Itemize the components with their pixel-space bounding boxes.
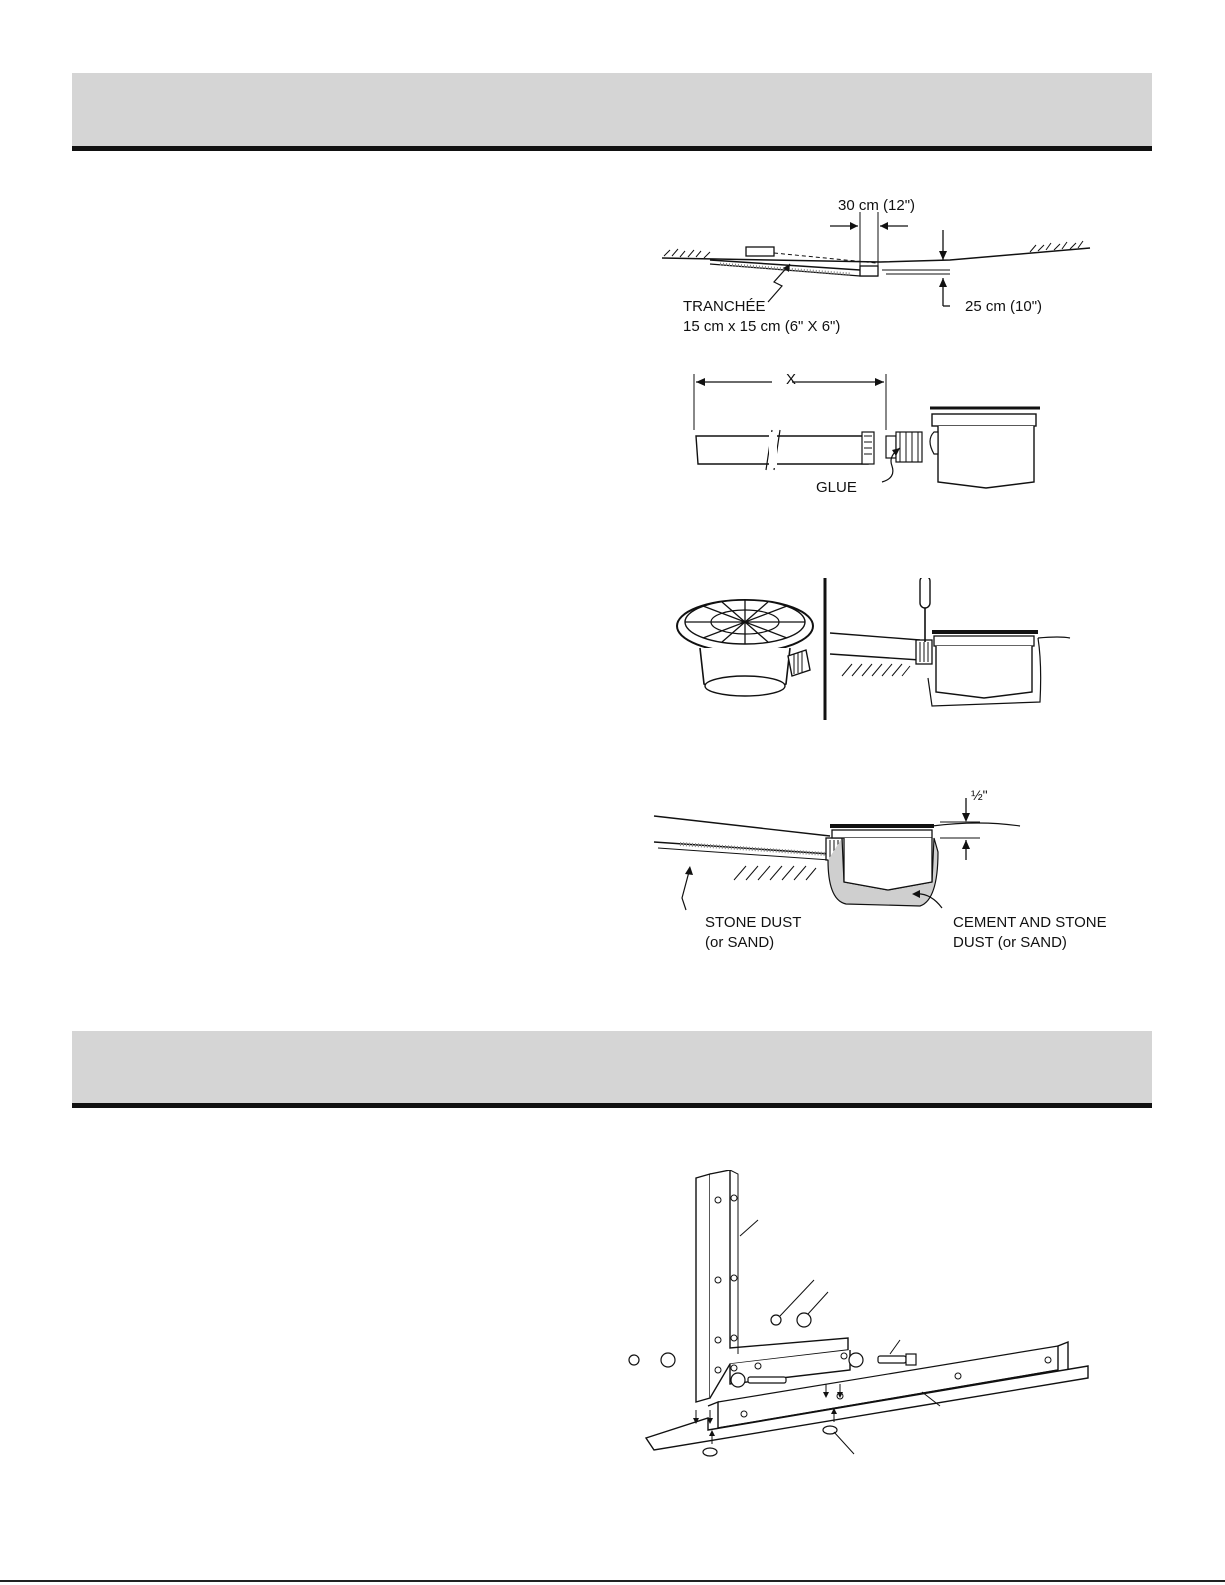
half-inch-dimension-label: ½" <box>971 787 988 803</box>
drain-installation-diagram <box>670 578 1090 728</box>
trench-label-line-1: TRANCHÉE <box>683 298 766 315</box>
trench-width-dimension-label: 30 cm (12") <box>838 197 916 214</box>
frame-bracket-assembly-diagram <box>618 1170 1108 1490</box>
stone-dust-label-line-1: STONE DUST <box>705 914 802 931</box>
footer-rule <box>0 1580 1225 1582</box>
section-header-band-1 <box>72 73 1152 146</box>
cement-label-line-1: CEMENT AND STONE <box>953 914 1107 931</box>
trench-label-line-2: 15 cm x 15 cm (6" X 6") <box>683 318 841 335</box>
stone-dust-label-line-2: (or SAND) <box>705 934 775 951</box>
cement-label-line-2: DUST (or SAND) <box>953 934 1067 951</box>
pipe-length-x-label: X <box>786 371 797 388</box>
drain-bedding-diagram <box>650 782 1070 922</box>
glue-label: GLUE <box>816 479 857 496</box>
trench-depth-dimension-label: 25 cm (10") <box>965 298 1043 315</box>
section-header-rule-1 <box>72 146 1152 151</box>
pipe-assembly-diagram <box>680 370 1060 500</box>
section-header-rule-2 <box>72 1103 1152 1108</box>
section-header-band-2 <box>72 1031 1152 1103</box>
